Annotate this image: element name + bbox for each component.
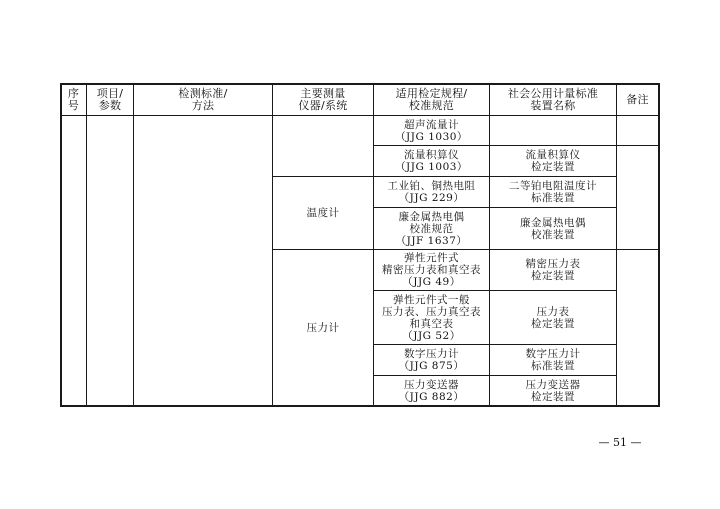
header-seq: 序 号	[67, 87, 80, 112]
header-regulation: 适用检定规程/ 校准规范	[395, 87, 468, 112]
regulation-cell: 超声流量计 （JJG 1030）	[395, 118, 468, 143]
header-instrument: 主要测量 仪器/系统	[298, 87, 348, 112]
col-divider-6	[616, 83, 617, 406]
device-cell: 二等铂电阻温度计 标准装置	[509, 180, 597, 204]
remark-row-line	[616, 145, 659, 146]
col-divider-2	[133, 83, 134, 406]
col-divider-1	[86, 83, 87, 406]
regulation-cell: 数字压力计 （JJG 875）	[398, 348, 465, 372]
group-temperature: 温度计	[306, 207, 340, 219]
regulation-cell: 廉金属热电偶 校准规范 （JJF 1637）	[395, 210, 468, 247]
header-device: 社会公用计量标准 装置名称	[507, 87, 599, 112]
regulation-cell: 工业铂、铜热电阻 （JJG 229）	[387, 180, 476, 204]
table-bottom-border	[60, 405, 659, 407]
table-right-border	[658, 83, 660, 407]
device-cell: 压力表 检定装置	[531, 305, 575, 330]
device-cell	[490, 116, 616, 145]
header-standard: 检测标准/ 方法	[178, 87, 228, 112]
header-item: 项目/ 参数	[96, 87, 124, 112]
header-remark: 备注	[626, 93, 649, 106]
device-cell: 精密压力表 检定装置	[525, 258, 581, 282]
group-pressure: 压力计	[306, 321, 340, 334]
regulation-cell: 压力变送器 （JJG 882）	[398, 378, 465, 403]
device-cell: 流量积算仪 检定装置	[525, 149, 581, 173]
page-number: — 51 —	[598, 436, 642, 449]
device-cell: 压力变送器 检定装置	[525, 378, 581, 403]
regulation-cell: 弹性元件式一般 压力表、压力真空表 和真空表 （JJG 52）	[382, 293, 481, 342]
regulation-cell: 弹性元件式 精密压力表和真空表 （JJG 49）	[382, 252, 481, 288]
table-left-border	[60, 83, 62, 407]
device-cell: 廉金属热电偶 校准装置	[520, 216, 586, 241]
device-cell: 数字压力计 标准装置	[525, 348, 581, 372]
regulation-cell: 流量积算仪 （JJG 1003）	[395, 149, 468, 173]
